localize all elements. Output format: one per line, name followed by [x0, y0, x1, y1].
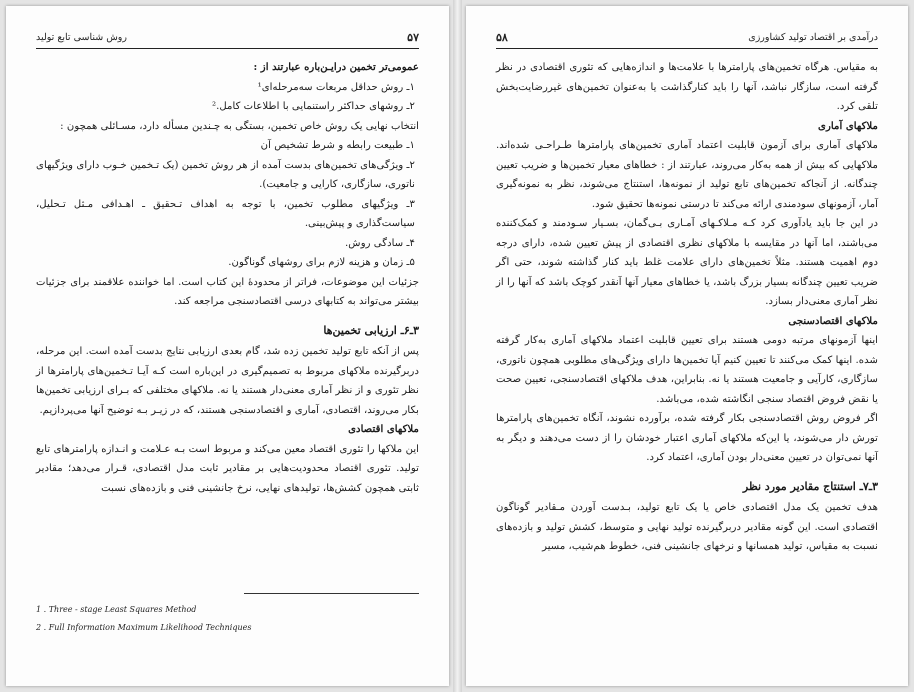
- paragraph: اینها آزمونهای مرتبه دومی هستند برای تعیین قابلیت اعتماد ملاکهای آماری به‌کار گرفته شده. اینها کمک می‌کنند تا تعیین کنیم آیا تخمین‌ها دارای ویژگی‌های مطلوبی همچون ناتوری، سازگاری، کارآیی و جامعیت هستند یا نه. بنابراین، هدف ملاکهای اقتصادسنجی، تعیین صحت یا نقض فروض اقتصاد سنجی انگاشته شده، می‌باشد.: [496, 335, 878, 405]
- list-item: ۲ـ روشهای حداکثر راستنمایی با اطلاعات کامل.²: [211, 101, 415, 112]
- footnote: 1 . Three - stage Least Squares Method: [36, 605, 197, 614]
- paragraph: اگر فروض روش اقتصادسنجی بکار گرفته شده، برآورده نشوند، آنگاه تخمین‌های پارامترها تورش دار می‌شوند، یا این‌که ملاکهای آماری اعتبار خودشان را از دست می‌دهند و دیگر به آنها نمی‌توان در تعیین معنی‌دار بودن آماری، اعتماد کرد.: [496, 413, 878, 463]
- page-body: [496, 58, 878, 557]
- left-page: [6, 6, 449, 686]
- book-gutter: [453, 0, 462, 692]
- paragraph: این ملاکها را تئوری اقتصاد معین می‌کند و مربوط است بـه عـلامت و انـدازه پارامترهای تابع تولید. تئوری اقتصاد محدودیت‌هایی بر مقادیر ثابت مدل اقتصادی، قـرار می‌دهد؛ مقادیر ثابتی همچون کشش‌ها، تولیدهای نهایی، نرخ جانشینی فنی و بازده‌های نسبت: [36, 443, 419, 494]
- subheading: ملاکهای آماری: [818, 119, 878, 132]
- paragraph: انتخاب نهایی یک روش خاص تخمین، بستگی به چـندین مسأله دارد، مسـائلی همچون :: [60, 120, 419, 132]
- paragraph: پس از آنکه تابع تولید تخمین زده شد، گام بعدی ارزیابی نتایج بدست آمده است. این مرحله، دربرگیرنده ملاکهای مربوط به تصمیم‌گیری در این‌باره است کـه آیـا تـخمین‌های پارامترها از نظر تئوری و از نظر آماری معنی‌دار هستند یا نه. ملاکهای مختلفی که بـرای ارزیابی تخمین‌ها بکار می‌روند، اقتصادی، آماری و اقتصادسنجی هستند، که در زیـر بـه توضیح آنها می‌پردازیم.: [36, 346, 419, 416]
- list-item: ۱ـ طبیعت رابطه و شرط تشخیص آن: [260, 140, 415, 151]
- subheading: عمومی‌تر تخمین درایـن‌باره عبارتند از :: [253, 61, 419, 73]
- page-header: [36, 28, 419, 49]
- page-number: ۵۸: [496, 31, 508, 44]
- list-item: ۴ـ سادگی روش.: [345, 237, 415, 249]
- footnote-divider: [244, 593, 419, 594]
- footnotes: [36, 601, 419, 637]
- footnote: 2 . Full Information Maximum Likelihood Techniques: [36, 623, 252, 632]
- list-item: ۲ـ ویژگی‌های تخمین‌های بدست آمده از هر روش تخمین (یک تـخمین خـوب دارای ویژگیهای ناتوری، سازگاری، کارایی و جامعیت).: [36, 159, 415, 190]
- page-number: ۵۷: [407, 31, 419, 44]
- running-title: روش شناسی تابع تولید: [36, 32, 127, 43]
- subheading: ملاکهای اقتصادسنجی: [788, 314, 878, 327]
- section-heading: ۳ـ۷ـ استنتاج مقادیر مورد نظر: [742, 479, 878, 493]
- page-body: [36, 58, 419, 498]
- list-item: ۳ـ ویژگیهای مطلوب تخمین، با توجه به اهداف تـحقیق ـ اهـدافی مـثل تـحلیل، سیاست‌گذاری و پیش‌بینی.: [36, 198, 415, 229]
- paragraph: ملاکهای آماری برای آزمون قابلیت اعتماد آماری تخمین‌های پارامترها طـراحـی شده‌اند. ملاکهایی که بیش از همه به‌کار می‌روند، عبارتند از : خطاهای معیار تخمین‌ها و ضریب تعیین چندگانه. از آنجاکه تخمین‌های تابع تولید از نمونه‌ها، استنتاج می‌شوند، نظر به نمونه‌گیری آمار، آزمونهای سودمندی ارائه می‌کند تا درستی نمونه‌ها تحقیق شود.: [496, 140, 878, 210]
- list-item: ۵ـ زمان و هزینه لازم برای روشهای گوناگون.: [228, 257, 415, 268]
- right-page: [466, 6, 908, 686]
- paragraph: جزئیات این موضوعات، فراتر از محدودهٔ این کتاب است. اما خواننده علاقمند برای جزئیات بیشتر می‌تواند به کتابهای درسی اقتصادسنجی مراجعه کند.: [36, 276, 419, 307]
- list-item: ۱ـ روش حداقل مربعات سه‌مرحله‌ای¹: [257, 81, 415, 93]
- paragraph: به مقیاس. هرگاه تخمین‌های پارامترها با علامت‌ها و اندازه‌هایی که تئوری اقتصادی در نظر گرفته است، سازگار نباشد، آنها را باید کنارگذاشت یا به‌عنوان تخمین‌های غیررضایت‌بخش تلقی کرد.: [496, 62, 878, 112]
- paragraph: در این جا باید یادآوری کرد کـه مـلاکـهای آمـاری بـی‌گمان، بسـیار سـودمند و کمک‌کننده می‌باشند، اما آنها در مقایسه با ملاکهای نظری اقتصادی از پیش تعیین شده، دارای درجه دوم اهمیت هستند. مثلاً تخمین‌های دارای علامت غلط باید کنار گذاشته شوند، حتی اگر ضریب تعیین چندگانه بسیار بزرگ باشد، یا خطاهای معیار آنها آنقدر کوچک باشد که آنها را از نظر آماری معنی‌دار بسازد.: [496, 218, 878, 307]
- section-heading: ۳ـ۶ـ ارزیابی تخمین‌ها: [323, 323, 419, 337]
- paragraph: هدف تخمین یک مدل اقتصادی خاص یا یک تابع تولید، بـدست آوردن مـقادیر گوناگون اقتصادی است. این گونه مقادیر دربرگیرنده تولید نهایی و متوسط، کشش تولید و بازده‌های نسبت به مقیاس، تولید همسانها و نرخهای جانشینی فنی، خطوط هم‌شیب، مسیر: [496, 502, 878, 552]
- page-header: [496, 28, 878, 49]
- subheading: ملاکهای اقتصادی: [348, 423, 419, 435]
- running-title: درآمدی بر اقتصاد تولید کشاورزی: [748, 32, 878, 43]
